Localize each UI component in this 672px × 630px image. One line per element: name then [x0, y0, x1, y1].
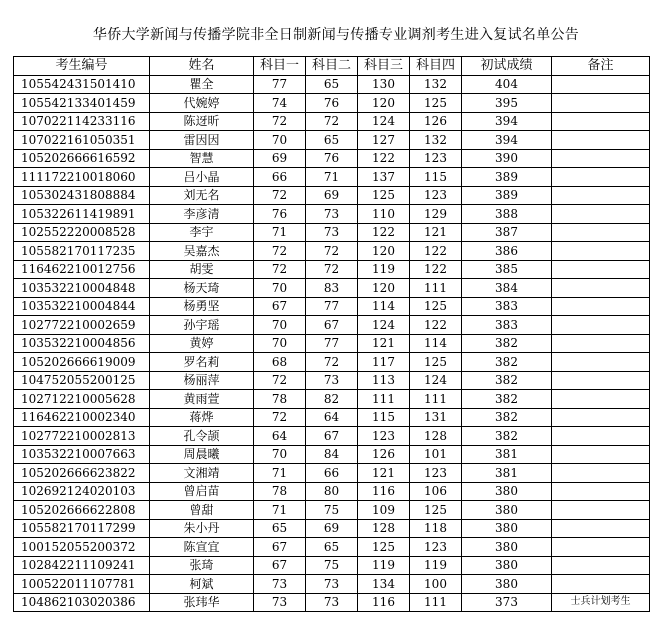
cell-exam-id: 103532210004844 [14, 297, 150, 316]
cell-subject-3: 123 [358, 427, 410, 446]
cell-subject-1: 77 [254, 75, 306, 94]
cell-subject-4: 111 [410, 279, 462, 298]
cell-remarks [552, 427, 650, 446]
cell-name: 雷因因 [150, 131, 254, 150]
cell-remarks [552, 205, 650, 224]
cell-initial-score: 389 [462, 168, 552, 187]
table-row [14, 390, 650, 409]
cell-subject-1: 76 [254, 205, 306, 224]
cell-subject-2: 75 [306, 501, 358, 520]
table-row [14, 334, 650, 353]
cell-remarks [552, 186, 650, 205]
cell-subject-2: 73 [306, 575, 358, 594]
cell-subject-3: 137 [358, 168, 410, 187]
cell-subject-1: 70 [254, 445, 306, 464]
table-row [14, 242, 650, 261]
cell-subject-1: 72 [254, 112, 306, 131]
cell-exam-id: 102712210005628 [14, 390, 150, 409]
cell-subject-3: 121 [358, 334, 410, 353]
cell-name: 吴嘉杰 [150, 242, 254, 261]
cell-subject-2: 73 [306, 223, 358, 242]
cell-subject-3: 124 [358, 316, 410, 335]
cell-subject-2: 77 [306, 297, 358, 316]
col-header-subject-2: 科目二 [306, 57, 358, 76]
cell-remarks [552, 279, 650, 298]
cell-name: 吕小晶 [150, 168, 254, 187]
cell-exam-id: 107022114233116 [14, 112, 150, 131]
cell-subject-3: 120 [358, 242, 410, 261]
cell-subject-3: 119 [358, 556, 410, 575]
cell-subject-3: 126 [358, 445, 410, 464]
cell-name: 陈迓昕 [150, 112, 254, 131]
cell-subject-2: 64 [306, 408, 358, 427]
cell-subject-2: 69 [306, 186, 358, 205]
col-header-subject-3: 科目三 [358, 57, 410, 76]
cell-subject-3: 117 [358, 353, 410, 372]
cell-subject-4: 119 [410, 556, 462, 575]
cell-subject-4: 125 [410, 297, 462, 316]
cell-exam-id: 102552220008528 [14, 223, 150, 242]
table-row [14, 556, 650, 575]
cell-initial-score: 381 [462, 445, 552, 464]
cell-remarks [552, 538, 650, 557]
cell-subject-2: 67 [306, 427, 358, 446]
cell-initial-score: 381 [462, 464, 552, 483]
cell-subject-1: 74 [254, 94, 306, 113]
cell-subject-4: 121 [410, 223, 462, 242]
cell-subject-4: 114 [410, 334, 462, 353]
cell-exam-id: 105322611419891 [14, 205, 150, 224]
cell-name: 朱小丹 [150, 519, 254, 538]
cell-subject-4: 125 [410, 501, 462, 520]
cell-initial-score: 380 [462, 575, 552, 594]
cell-initial-score: 387 [462, 223, 552, 242]
cell-subject-3: 120 [358, 279, 410, 298]
cell-subject-1: 72 [254, 242, 306, 261]
cell-exam-id: 105542133401459 [14, 94, 150, 113]
table-row [14, 94, 650, 113]
cell-subject-4: 124 [410, 371, 462, 390]
table-header-row [14, 57, 650, 76]
cell-subject-1: 72 [254, 186, 306, 205]
cell-exam-id: 116462210012756 [14, 260, 150, 279]
cell-subject-1: 70 [254, 279, 306, 298]
cell-name: 曾启苗 [150, 482, 254, 501]
cell-subject-2: 76 [306, 94, 358, 113]
cell-subject-3: 111 [358, 390, 410, 409]
cell-subject-3: 114 [358, 297, 410, 316]
cell-subject-1: 67 [254, 297, 306, 316]
cell-subject-1: 78 [254, 482, 306, 501]
cell-remarks [552, 408, 650, 427]
cell-subject-2: 72 [306, 260, 358, 279]
cell-name: 孔令颉 [150, 427, 254, 446]
cell-subject-3: 115 [358, 408, 410, 427]
cell-initial-score: 395 [462, 94, 552, 113]
cell-name: 柯斌 [150, 575, 254, 594]
cell-exam-id: 100152055200372 [14, 538, 150, 557]
cell-subject-2: 82 [306, 390, 358, 409]
cell-remarks [552, 297, 650, 316]
cell-subject-3: 125 [358, 538, 410, 557]
table-row [14, 575, 650, 594]
cell-subject-4: 100 [410, 575, 462, 594]
cell-initial-score: 388 [462, 205, 552, 224]
cell-remarks [552, 519, 650, 538]
cell-remarks [552, 260, 650, 279]
table-row [14, 168, 650, 187]
cell-subject-3: 124 [358, 112, 410, 131]
cell-initial-score: 380 [462, 556, 552, 575]
cell-subject-1: 68 [254, 353, 306, 372]
cell-subject-3: 121 [358, 464, 410, 483]
cell-initial-score: 394 [462, 131, 552, 150]
cell-subject-1: 71 [254, 223, 306, 242]
cell-remarks [552, 112, 650, 131]
cell-initial-score: 382 [462, 390, 552, 409]
cell-remarks [552, 390, 650, 409]
cell-initial-score: 385 [462, 260, 552, 279]
cell-subject-4: 122 [410, 260, 462, 279]
table-row [14, 205, 650, 224]
cell-name: 杨天琦 [150, 279, 254, 298]
cell-name: 曾甜 [150, 501, 254, 520]
cell-name: 黄婷 [150, 334, 254, 353]
cell-initial-score: 382 [462, 427, 552, 446]
cell-subject-3: 122 [358, 223, 410, 242]
table-row [14, 75, 650, 94]
table-row [14, 538, 650, 557]
cell-exam-id: 105582170117235 [14, 242, 150, 261]
cell-subject-2: 69 [306, 519, 358, 538]
cell-subject-4: 111 [410, 593, 462, 612]
cell-subject-3: 110 [358, 205, 410, 224]
cell-subject-2: 73 [306, 371, 358, 390]
cell-name: 黄雨萱 [150, 390, 254, 409]
cell-subject-1: 70 [254, 334, 306, 353]
cell-exam-id: 104862103020386 [14, 593, 150, 612]
candidate-table [13, 56, 650, 612]
cell-name: 刘无名 [150, 186, 254, 205]
cell-remarks [552, 482, 650, 501]
cell-exam-id: 100522011107781 [14, 575, 150, 594]
table-body [14, 75, 650, 612]
cell-name: 代婉婷 [150, 94, 254, 113]
col-header-initial-score: 初试成绩 [462, 57, 552, 76]
cell-name: 周晨曦 [150, 445, 254, 464]
cell-initial-score: 390 [462, 149, 552, 168]
cell-subject-2: 76 [306, 149, 358, 168]
cell-exam-id: 105542431501410 [14, 75, 150, 94]
cell-subject-1: 71 [254, 464, 306, 483]
cell-remarks [552, 149, 650, 168]
cell-name: 文湘靖 [150, 464, 254, 483]
cell-subject-4: 126 [410, 112, 462, 131]
cell-exam-id: 103532210004856 [14, 334, 150, 353]
table-row [14, 371, 650, 390]
cell-name: 李彦清 [150, 205, 254, 224]
cell-subject-4: 123 [410, 464, 462, 483]
cell-exam-id: 111172210018060 [14, 168, 150, 187]
table-row [14, 297, 650, 316]
table-row [14, 316, 650, 335]
cell-subject-4: 111 [410, 390, 462, 409]
cell-remarks [552, 168, 650, 187]
cell-initial-score: 380 [462, 501, 552, 520]
cell-exam-id: 104752055200125 [14, 371, 150, 390]
table-row [14, 186, 650, 205]
table-row [14, 353, 650, 372]
cell-subject-1: 72 [254, 260, 306, 279]
cell-name: 瞿全 [150, 75, 254, 94]
cell-subject-2: 75 [306, 556, 358, 575]
cell-remarks [552, 371, 650, 390]
cell-subject-2: 67 [306, 316, 358, 335]
cell-name: 张玮华 [150, 593, 254, 612]
cell-subject-3: 128 [358, 519, 410, 538]
cell-name: 蒋烨 [150, 408, 254, 427]
cell-subject-1: 69 [254, 149, 306, 168]
cell-subject-4: 122 [410, 242, 462, 261]
cell-subject-4: 101 [410, 445, 462, 464]
cell-subject-1: 67 [254, 538, 306, 557]
cell-name: 孙宇瑶 [150, 316, 254, 335]
cell-exam-id: 102772210002659 [14, 316, 150, 335]
cell-remarks [552, 131, 650, 150]
cell-remarks [552, 242, 650, 261]
cell-subject-1: 66 [254, 168, 306, 187]
cell-initial-score: 382 [462, 371, 552, 390]
col-header-subject-1: 科目一 [254, 57, 306, 76]
cell-name: 胡雯 [150, 260, 254, 279]
table-row [14, 427, 650, 446]
cell-exam-id: 105202666623822 [14, 464, 150, 483]
cell-subject-2: 73 [306, 205, 358, 224]
cell-exam-id: 102772210002813 [14, 427, 150, 446]
table-row [14, 593, 650, 612]
cell-subject-4: 122 [410, 316, 462, 335]
cell-subject-3: 130 [358, 75, 410, 94]
cell-subject-2: 66 [306, 464, 358, 483]
cell-subject-1: 64 [254, 427, 306, 446]
cell-exam-id: 105202666616592 [14, 149, 150, 168]
cell-initial-score: 380 [462, 519, 552, 538]
cell-subject-3: 113 [358, 371, 410, 390]
cell-exam-id: 105302431808884 [14, 186, 150, 205]
col-header-subject-4: 科目四 [410, 57, 462, 76]
cell-subject-4: 128 [410, 427, 462, 446]
cell-subject-4: 115 [410, 168, 462, 187]
cell-name: 李宇 [150, 223, 254, 242]
cell-initial-score: 380 [462, 538, 552, 557]
cell-name: 陈宣宜 [150, 538, 254, 557]
cell-remarks [552, 75, 650, 94]
page-title: 华侨大学新闻与传播学院非全日制新闻与传播专业调剂考生进入复试名单公告 [92, 27, 580, 43]
cell-subject-2: 77 [306, 334, 358, 353]
cell-remarks [552, 223, 650, 242]
table-row [14, 279, 650, 298]
table-row [14, 112, 650, 131]
cell-name: 杨丽萍 [150, 371, 254, 390]
table-row [14, 482, 650, 501]
cell-initial-score: 382 [462, 353, 552, 372]
cell-subject-2: 73 [306, 593, 358, 612]
cell-subject-3: 120 [358, 94, 410, 113]
cell-remarks [552, 353, 650, 372]
cell-name: 张琦 [150, 556, 254, 575]
cell-subject-4: 131 [410, 408, 462, 427]
cell-subject-4: 118 [410, 519, 462, 538]
cell-initial-score: 383 [462, 297, 552, 316]
cell-subject-4: 123 [410, 186, 462, 205]
cell-subject-2: 71 [306, 168, 358, 187]
cell-name: 智慧 [150, 149, 254, 168]
cell-exam-id: 105202666619009 [14, 353, 150, 372]
table-row [14, 445, 650, 464]
cell-subject-1: 72 [254, 408, 306, 427]
cell-exam-id: 105582170117299 [14, 519, 150, 538]
cell-subject-3: 116 [358, 482, 410, 501]
cell-subject-2: 72 [306, 112, 358, 131]
cell-subject-1: 71 [254, 501, 306, 520]
cell-remarks [552, 94, 650, 113]
cell-subject-1: 70 [254, 316, 306, 335]
cell-initial-score: 373 [462, 593, 552, 612]
cell-initial-score: 383 [462, 316, 552, 335]
cell-name: 杨勇坚 [150, 297, 254, 316]
table-row [14, 149, 650, 168]
table-row [14, 260, 650, 279]
table-row [14, 501, 650, 520]
cell-subject-4: 123 [410, 538, 462, 557]
table-row [14, 131, 650, 150]
cell-initial-score: 386 [462, 242, 552, 261]
cell-initial-score: 382 [462, 334, 552, 353]
cell-subject-4: 125 [410, 94, 462, 113]
cell-name: 罗名莉 [150, 353, 254, 372]
cell-subject-3: 116 [358, 593, 410, 612]
cell-exam-id: 102842211109241 [14, 556, 150, 575]
cell-exam-id: 105202666622808 [14, 501, 150, 520]
cell-subject-4: 125 [410, 353, 462, 372]
cell-exam-id: 107022161050351 [14, 131, 150, 150]
cell-initial-score: 384 [462, 279, 552, 298]
cell-initial-score: 380 [462, 482, 552, 501]
cell-subject-2: 65 [306, 538, 358, 557]
cell-subject-4: 106 [410, 482, 462, 501]
cell-subject-3: 127 [358, 131, 410, 150]
cell-subject-2: 80 [306, 482, 358, 501]
table-row [14, 223, 650, 242]
cell-subject-4: 123 [410, 149, 462, 168]
cell-remarks [552, 501, 650, 520]
cell-subject-1: 72 [254, 371, 306, 390]
cell-initial-score: 394 [462, 112, 552, 131]
cell-subject-3: 109 [358, 501, 410, 520]
cell-subject-3: 122 [358, 149, 410, 168]
cell-subject-1: 73 [254, 593, 306, 612]
col-header-exam-id: 考生编号 [14, 57, 150, 76]
cell-initial-score: 404 [462, 75, 552, 94]
cell-initial-score: 389 [462, 186, 552, 205]
cell-subject-2: 65 [306, 75, 358, 94]
cell-subject-2: 65 [306, 131, 358, 150]
cell-initial-score: 382 [462, 408, 552, 427]
cell-exam-id: 116462210002340 [14, 408, 150, 427]
cell-subject-1: 65 [254, 519, 306, 538]
col-header-remarks: 备注 [552, 57, 650, 76]
cell-subject-1: 70 [254, 131, 306, 150]
table-row [14, 464, 650, 483]
cell-exam-id: 102692124020103 [14, 482, 150, 501]
cell-exam-id: 103532210007663 [14, 445, 150, 464]
cell-remarks [552, 556, 650, 575]
cell-subject-1: 73 [254, 575, 306, 594]
cell-subject-4: 129 [410, 205, 462, 224]
cell-subject-3: 119 [358, 260, 410, 279]
cell-subject-2: 72 [306, 353, 358, 372]
cell-remarks [552, 334, 650, 353]
table-row [14, 519, 650, 538]
cell-subject-2: 84 [306, 445, 358, 464]
cell-remarks [552, 464, 650, 483]
cell-subject-2: 72 [306, 242, 358, 261]
cell-exam-id: 103532210004848 [14, 279, 150, 298]
cell-remarks: 士兵计划考生 [552, 593, 650, 612]
cell-subject-2: 83 [306, 279, 358, 298]
cell-subject-3: 125 [358, 186, 410, 205]
cell-remarks [552, 575, 650, 594]
col-header-name: 姓名 [150, 57, 254, 76]
cell-remarks [552, 316, 650, 335]
table-row [14, 408, 650, 427]
cell-remarks [552, 445, 650, 464]
cell-subject-4: 132 [410, 75, 462, 94]
cell-subject-1: 67 [254, 556, 306, 575]
cell-subject-3: 134 [358, 575, 410, 594]
cell-subject-4: 132 [410, 131, 462, 150]
cell-subject-1: 78 [254, 390, 306, 409]
